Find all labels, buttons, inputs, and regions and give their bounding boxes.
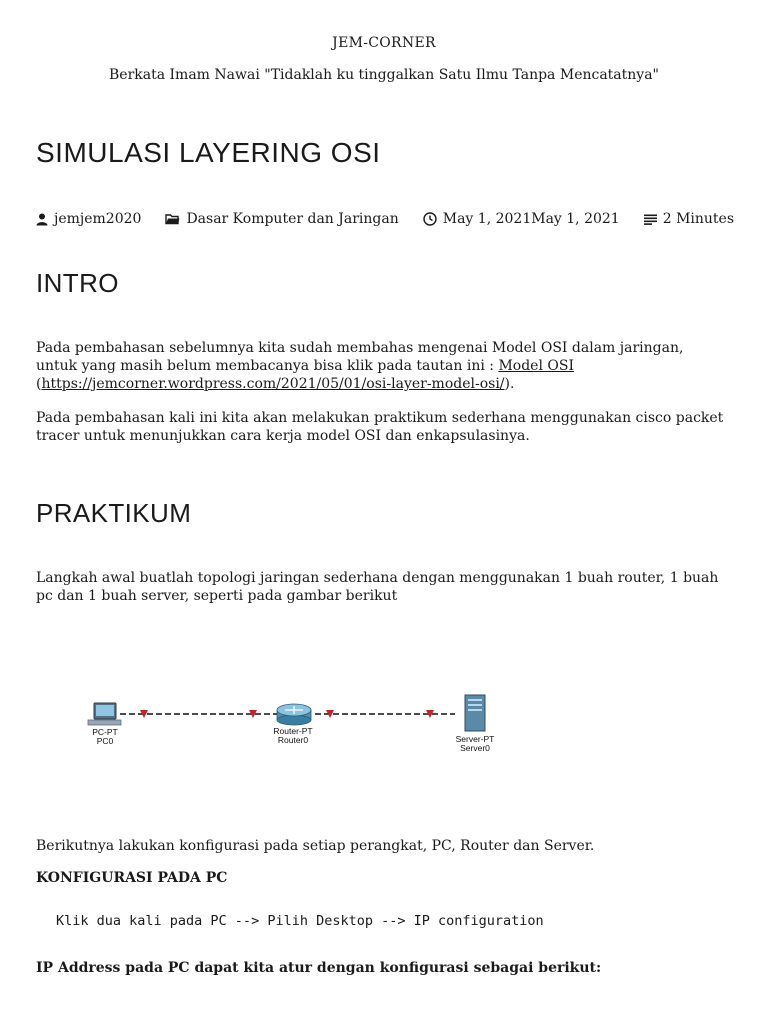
site-title[interactable]: JEM-CORNER <box>332 35 436 51</box>
server-name-label: Server0 <box>460 743 490 753</box>
network-topology-image <box>85 690 515 760</box>
text-lines-icon <box>644 214 657 225</box>
pc-icon <box>88 703 121 725</box>
intro-heading: INTRO <box>36 268 119 298</box>
reading-time: 2 Minutes <box>662 211 735 227</box>
folder-icon <box>165 213 180 225</box>
model-osi-link[interactable]: Model OSI <box>498 358 574 374</box>
reading-time-meta <box>644 211 734 227</box>
author-link[interactable]: jemjem2020 <box>54 211 142 227</box>
pc-config-heading: KONFIGURASI PADA PC <box>36 870 228 886</box>
router-type-label: Router-PT <box>273 726 313 736</box>
category-meta[interactable] <box>165 211 398 227</box>
router-icon <box>277 704 311 725</box>
post-meta <box>36 211 738 227</box>
server-type-label: Server-PT <box>455 734 495 744</box>
model-osi-url-link[interactable]: https://jemcorner.wordpress.com/2021/05/01/osi-layer-model-osi/ <box>41 376 505 392</box>
praktikum-paragraph-1: Langkah awal buatlah topologi jaringan sederhana dengan menggunakan 1 buah router, 1 buah pc dan 1 buah server, seperti pada gambar berikut <box>36 570 719 604</box>
intro-paragraph-2: Pada pembahasan kali ini kita akan melakukan praktikum sederhana menggunakan cisco packet tracer untuk menunjukkan cara kerja model OSI dan enkapsulasinya. <box>36 410 724 444</box>
author-meta[interactable] <box>36 211 141 227</box>
ip-address-note: IP Address pada PC dapat kita atur dengan konfigurasi sebagai berikut: <box>36 960 602 976</box>
praktikum-heading: PRAKTIKUM <box>36 498 192 528</box>
category-link[interactable]: Dasar Komputer dan Jaringan <box>186 211 399 227</box>
date-meta[interactable] <box>423 211 620 227</box>
server-icon <box>465 695 485 731</box>
site-tagline: Berkata Imam Nawai "Tidaklah ku tinggalkan Satu Ilmu Tanpa Mencatatnya" <box>109 67 659 83</box>
date-link[interactable]: May 1, 2021May 1, 2021 <box>442 211 620 227</box>
pc-config-code: Klik dua kali pada PC --> Pilih Desktop --> IP configuration <box>56 913 544 929</box>
clock-icon <box>423 212 437 226</box>
intro-paragraph-1: Pada pembahasan sebelumnya kita sudah membahas mengenai Model OSI dalam jaringan, untuk yang masih belum membacanya bisa klik pada tautan ini : Model OSI (https://jemcorner.wordpress.com/2021/05/01/osi-layer-model-osi/). <box>36 340 684 392</box>
post-title: SIMULASI LAYERING OSI <box>36 137 381 168</box>
user-icon <box>36 213 48 226</box>
pc-name-label: PC0 <box>96 736 114 746</box>
praktikum-paragraph-2: Berikutnya lakukan konfigurasi pada setiap perangkat, PC, Router dan Server. <box>36 838 595 854</box>
router-name-label: Router0 <box>277 735 309 745</box>
pc-type-label: PC-PT <box>92 727 118 737</box>
